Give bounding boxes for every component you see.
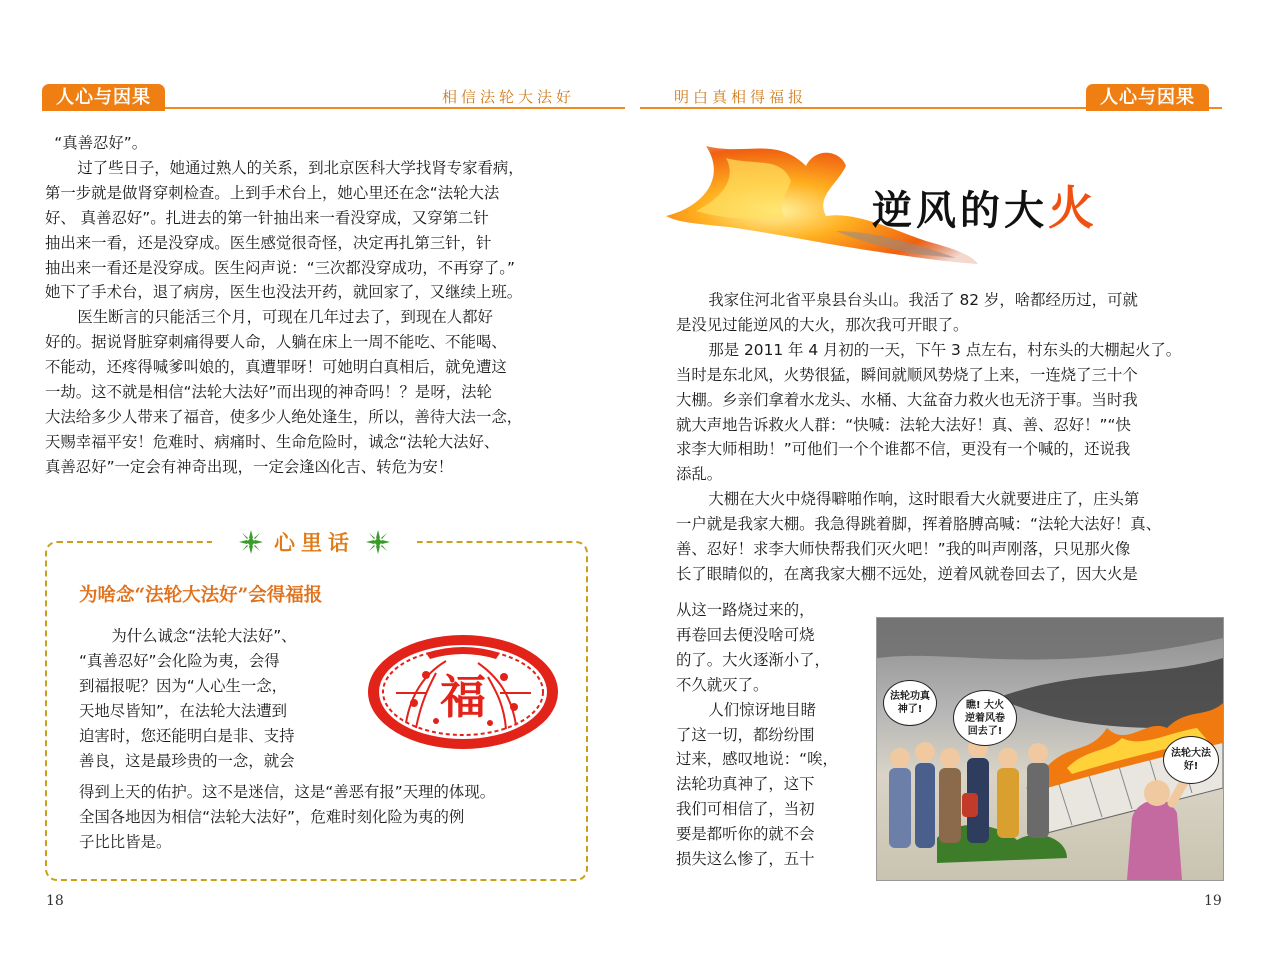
text-line: 大棚。乡亲们拿着水龙头、水桶、大盆奋力救火也无济于事。当时我 (676, 390, 1138, 409)
page-number-right: 19 (1204, 893, 1222, 909)
text-line: 过来，感叹地说：“唉， (676, 750, 838, 769)
text-line: 一劫。这不就是相信“法轮大法好”而出现的神奇吗！？是呀，法轮 (45, 383, 492, 402)
box-text-wide (79, 780, 569, 855)
text-line: 法轮功真神了，这下 (676, 775, 815, 794)
text-line: 医生断言的只能活三个月，可现在几年过去了，到现在人都好 (77, 308, 493, 327)
text-line: 过了些日子，她通过熟人的关系，到北京医科大学找肾专家看病， (77, 158, 524, 177)
text-line: 我们可相信了，当初 (676, 800, 815, 819)
fu-character: 福 (440, 670, 486, 724)
text-line: 全国各地因为相信“法轮大法好”，危难时刻化险为夷的例 (79, 807, 465, 826)
text-line: 为什么诚念“法轮大法好”、 (111, 627, 297, 645)
story-title-fire-char: 火 (1048, 181, 1098, 235)
text-line: 第一步就是做肾穿刺检查。上到手术台上，她心里还在念“法轮大法 (45, 183, 500, 202)
box-text-narrow (79, 624, 349, 773)
text-line: 当时是东北风，火势很猛，瞬间就顺风势烧了上来，一连烧了三十个 (676, 365, 1138, 384)
text-line: “真善忍好”。 (54, 134, 148, 152)
text-line: 人们惊讶地目睹 (708, 700, 817, 719)
left-body-text (45, 131, 589, 480)
text-line: 子比比皆是。 (79, 832, 172, 851)
speech-bubble (1163, 736, 1219, 784)
right-section-tag: 人心与因果 (1086, 84, 1209, 111)
text-line: 到福报呢？因为“人心生一念， (79, 676, 288, 695)
right-body-text (676, 288, 1221, 587)
text-line: 从这一路烧过来的， (676, 601, 815, 619)
text-line: 的了。大火逐渐小了， (676, 650, 830, 669)
text-line: 求李大师相助！”可他们一个个谁都不信，更没有一个喊的，还说我 (676, 440, 1131, 459)
speech-bubble (883, 680, 937, 726)
text-line: 不能动，还疼得喊爹叫娘的，真遭罪呀！可她明白真相后，就免遭这 (45, 358, 507, 377)
text-line: 添乱。 (676, 465, 723, 484)
text-line: 真善忍好”一定会有神奇出现，一定会逢凶化吉、转危为安！ (45, 457, 454, 476)
flower-icon (238, 529, 264, 555)
header-motto-left: 相信法轮大法好 (442, 88, 576, 106)
text-line: 是没见过能逆风的大火，那次我可开眼了。 (676, 315, 969, 334)
box-heading: 为啥念“法轮大法好”会得福报 (79, 585, 323, 606)
text-line: 不久就灭了。 (676, 675, 769, 694)
text-line: 要是都听你的就不会 (676, 825, 815, 844)
story-title-text: 逆风的大 (872, 188, 1048, 234)
text-line: 那是 2011 年 4 月初的一天，下午 3 点左右，村东头的大棚起火了。 (708, 340, 1182, 359)
box-title: 心里话 (274, 530, 355, 555)
text-line: 大棚在大火中烧得噼啪作响，这时眼看大火就要进庄了，庄头第 (708, 490, 1140, 509)
text-line: 她下了手术台，退了病房，医生也没法开药，就回家了，又继续上班。 (45, 283, 523, 302)
text-line: “真善忍好”会化险为夷，会得 (79, 651, 280, 670)
text-line: 抽出来一看还是没穿成。医生闷声说：“三次都没穿成功，不再穿了。” (45, 258, 515, 277)
speech-bubble (953, 690, 1017, 746)
text-line: 抽出来一看，还是没穿成。医生感觉很奇怪，决定再扎第三针，针 (45, 233, 492, 252)
speech-text: 法轮功真神了! (890, 691, 930, 715)
story-title (872, 172, 1098, 238)
header-motto-right: 明白真相得福报 (674, 88, 808, 106)
text-line: 再卷回去便没啥可烧 (676, 625, 815, 644)
text-line: 一户就是我家大棚。我急得跳着脚，挥着胳膊高喊：“法轮大法好！真、 (676, 515, 1162, 534)
right-body-text-narrow (676, 598, 852, 872)
text-line: 大法给多少人带来了福音，使多少人绝处逢生，所以，善待大法一念， (45, 407, 523, 426)
fire-crowd-illustration (876, 617, 1224, 881)
text-line: 善良，这是最珍贵的一念，就会 (79, 751, 295, 770)
left-section-tag: 人心与因果 (42, 84, 165, 111)
text-line: 就大声地告诉救火人群：“快喊：法轮大法好！真、善、忍好！”“快 (676, 415, 1131, 434)
text-line: 了这一切，都纷纷围 (676, 725, 815, 744)
text-line: 长了眼睛似的，在离我家大棚不远处，逆着风就卷回去了，因大火是 (676, 564, 1138, 583)
speech-text: 法轮大法好! (1171, 748, 1211, 772)
text-line: 损失这么惨了，五十 (676, 850, 815, 869)
box-title-banner (212, 527, 417, 557)
flower-icon (365, 529, 391, 555)
text-line: 得到上天的佑护。这不是迷信，这是“善恶有报”天理的体现。 (79, 783, 496, 801)
text-line: 迫害时，您还能明白是非、支持 (79, 726, 295, 745)
text-line: 善、忍好！求李大师快帮我们灭火吧！”我的叫声刚落，只见那火像 (676, 540, 1131, 559)
speech-text: 瞧! 大火逆着风卷回去了! (965, 699, 1005, 737)
page-number-left: 18 (46, 893, 64, 909)
fu-papercut-image (366, 633, 560, 751)
text-line: 我家住河北省平泉县台头山。我活了 82 岁，啥都经历过，可就 (708, 291, 1138, 309)
text-line: 天赐幸福平安！危难时、病痛时、生命危险时，诚念“法轮大法好、 (45, 432, 500, 451)
text-line: 天地尽皆知”，在法轮大法遭到 (79, 701, 288, 720)
text-line: 好的。据说肾脏穿刺痛得要人命，人躺在床上一周不能吃、不能喝、 (45, 333, 507, 352)
text-line: 好、 真善忍好”。扎进去的第一针抽出来一看没穿成，又穿第二针 (45, 208, 489, 227)
